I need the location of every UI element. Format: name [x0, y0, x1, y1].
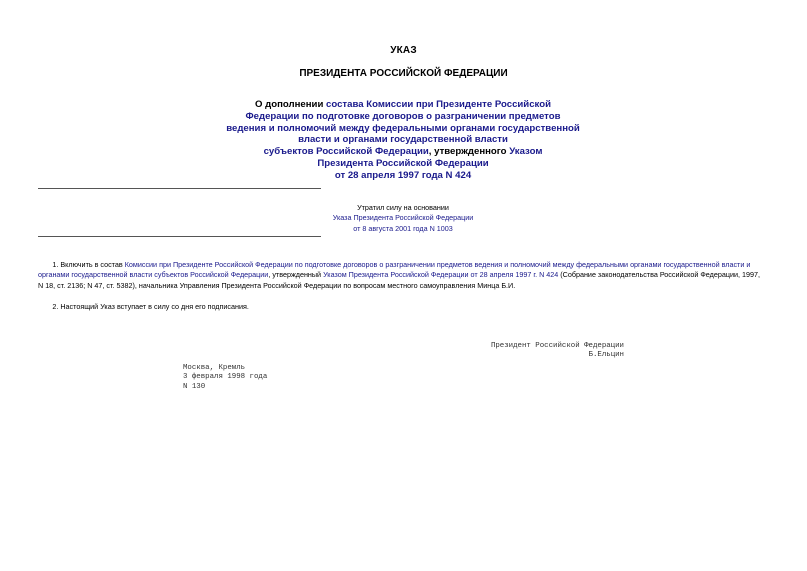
signature-block: [440, 342, 624, 361]
signer-position: Президент Российской Федерации: [490, 342, 624, 350]
paragraph-1: [38, 260, 769, 291]
paragraph-text: 2. Настоящий Указ вступает в силу со дня его подписания.: [52, 302, 249, 311]
signer-name: Б.Ельцин: [588, 351, 624, 360]
decree-424-link[interactable]: Указом: [509, 146, 543, 158]
repeal-note: [228, 203, 578, 234]
place-date-block: [183, 364, 267, 392]
subject-line-7: [203, 170, 603, 182]
commission-link[interactable]: Комиссии при Президенте Российской Федерации по подготовке договоров о разграничении предметов ведения и полномочий между федеральными органами государственной власти и: [124, 260, 751, 269]
subject-line-6: [203, 158, 603, 170]
repeal-label: Утратил силу на основании: [357, 203, 449, 212]
decree-424-link[interactable]: Указом Президента Российской Федерации от 28 апреля 1997 г. N 424: [323, 270, 559, 280]
subject-text: О дополнении: [255, 99, 327, 110]
subject-line-4: [203, 134, 603, 146]
commission-link-cont[interactable]: власти и органами государственной власти: [298, 134, 508, 146]
commission-link[interactable]: состава Комиссии при Президенте Российской: [326, 99, 551, 110]
subject-line-1: [203, 99, 603, 111]
commission-link-cont[interactable]: ведения и полномочий между федеральными органами государственной: [226, 122, 580, 134]
subject-line-2: [203, 111, 603, 123]
subject-text: , утвержденного: [428, 146, 510, 158]
repeal-decree-link[interactable]: Указа Президента Российской Федерации: [332, 213, 474, 223]
repeal-decree-date-link[interactable]: от 8 августа 2001 года N 1003: [353, 223, 453, 233]
subject-line-5: [203, 146, 603, 158]
subject-line-3: [203, 123, 603, 135]
decree-number: N 130: [183, 382, 206, 391]
signing-place: Москва, Кремль: [183, 364, 246, 372]
paragraph-1-line-2: [38, 270, 769, 280]
paragraph-text: , утвержденный: [268, 270, 324, 280]
decree-424-link-cont[interactable]: от 28 апреля 1997 года N 424: [334, 169, 472, 181]
paragraph-1-line-1: [38, 260, 769, 270]
document-issuer: ПРЕЗИДЕНТА РОССИЙСКОЙ ФЕДЕРАЦИИ: [299, 68, 508, 79]
commission-link-cont[interactable]: субъектов Российской Федерации: [263, 146, 429, 158]
document-subject: [203, 99, 603, 182]
paragraph-1-line-3: N 18, ст. 2136; N 47, ст. 5382), начальника Управления Президента Российской Федерации по вопросам местного самоуправления Минца Б.И.: [38, 280, 516, 290]
divider-bottom: [38, 236, 321, 237]
paragraph-2: [38, 302, 769, 312]
document-title: УКАЗ: [390, 45, 417, 56]
signing-date: 3 февраля 1998 года: [183, 373, 268, 382]
decree-424-link-cont[interactable]: Президента Российской Федерации: [317, 157, 489, 169]
paragraph-text: (Собрание законодательства Российской Федерации, 1997,: [558, 270, 760, 280]
divider-top: [38, 188, 321, 189]
commission-link-cont[interactable]: Федерации по подготовке договоров о разграничении предметов: [245, 110, 561, 122]
commission-link-cont[interactable]: органами государственной власти субъектов Российской Федерации: [38, 270, 269, 280]
paragraph-text: 1. Включить в состав: [52, 260, 125, 269]
